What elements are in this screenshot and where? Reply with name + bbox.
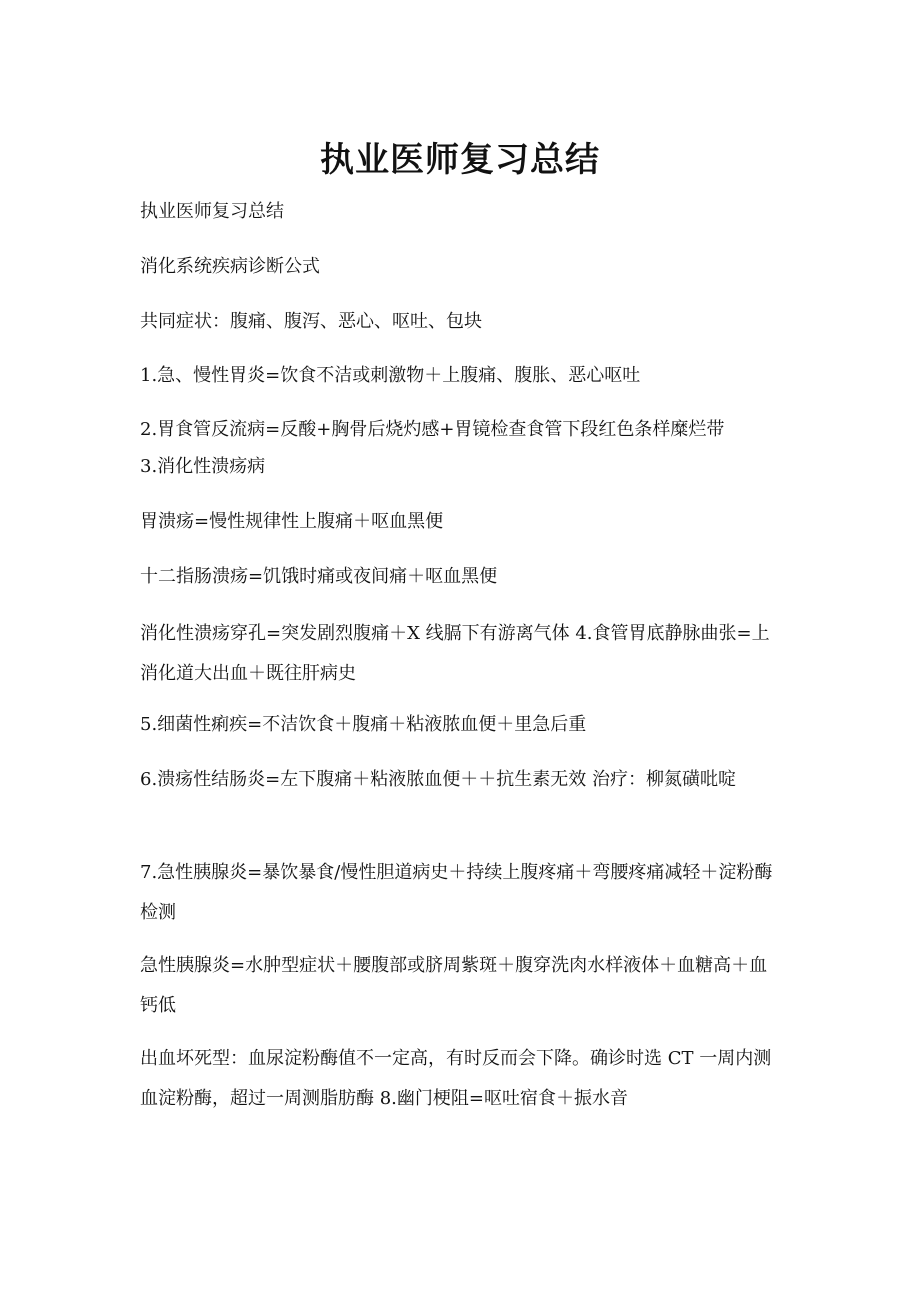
paragraph: 十二指肠溃疡=饥饿时痛或夜间痛＋呕血黑便	[140, 566, 498, 587]
paragraph: 5.细菌性痢疾=不洁饮食＋腹痛＋粘液脓血便＋里急后重	[140, 714, 587, 735]
document-title: 执业医师复习总结	[320, 139, 600, 180]
paragraph: 2.胃食管反流病=反酸+胸骨后烧灼感+胃镜检查食管下段红色条样糜烂带	[140, 419, 725, 440]
paragraph: 急性胰腺炎=水肿型症状＋腰腹部或脐周紫斑＋腹穿洗肉水样液体＋血糖高＋血钙低	[140, 955, 768, 1016]
paragraph: 出血坏死型：血尿淀粉酶值不一定高，有时反而会下降。确诊时选 CT 一周内测血淀粉酶，超过一周测脂肪酶 8.幽门梗阻=呕吐宿食＋振水音	[140, 1048, 772, 1109]
paragraph: 胃溃疡=慢性规律性上腹痛＋呕血黑便	[140, 511, 444, 532]
paragraph: 1.急、慢性胃炎=饮食不洁或刺激物＋上腹痛、腹胀、恶心呕吐	[140, 365, 641, 386]
paragraph: 执业医师复习总结	[140, 201, 284, 222]
paragraph: 共同症状：腹痛、腹泻、恶心、呕吐、包块	[140, 311, 482, 332]
paragraph: 消化系统疾病诊断公式	[140, 256, 320, 277]
paragraph: 消化性溃疡穿孔=突发剧烈腹痛＋X 线膈下有游离气体 4.食管胃底静脉曲张=上消化道大出血＋既往肝病史	[140, 623, 770, 684]
paragraph: 7.急性胰腺炎=暴饮暴食/慢性胆道病史＋持续上腹疼痛＋弯腰疼痛减轻＋淀粉酶检测	[140, 862, 773, 923]
paragraph: 6.溃疡性结肠炎=左下腹痛＋粘液脓血便＋＋抗生素无效 治疗：柳氮磺吡啶	[140, 769, 736, 790]
paragraph: 3.消化性溃疡病	[140, 456, 266, 477]
